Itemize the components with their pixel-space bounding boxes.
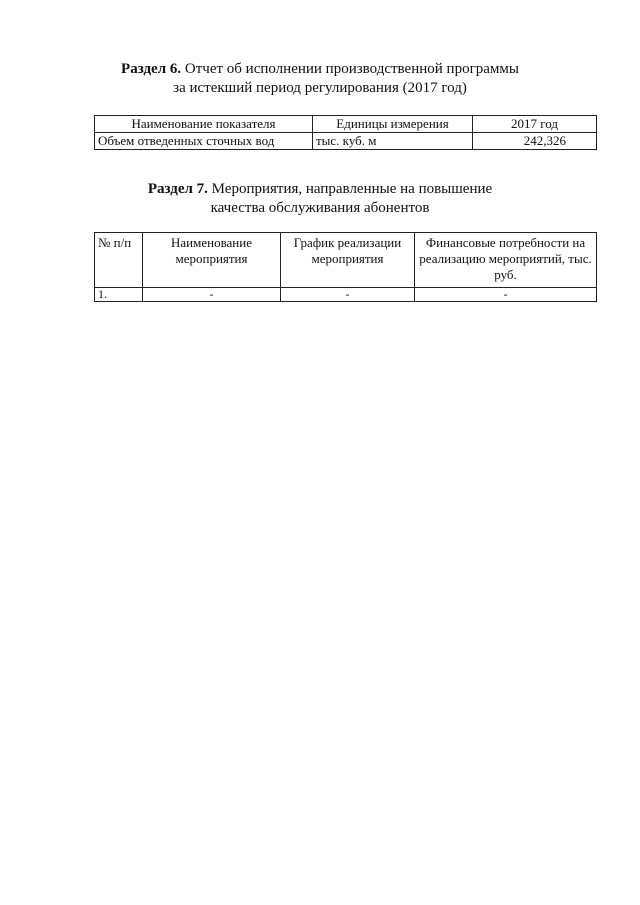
section-7-heading xyxy=(0,180,640,218)
table-header-row xyxy=(95,116,597,133)
table-row xyxy=(95,133,597,150)
section-7-title-line1 xyxy=(0,180,640,199)
section-7-label: Раздел 7. xyxy=(147,181,208,197)
section-6-heading xyxy=(0,60,640,98)
section-7-title-text: Мероприятия, направленные на повышение xyxy=(211,181,493,197)
table-cell: Объем отведенных сточных вод xyxy=(95,133,313,150)
column-header: Наименование показателя xyxy=(95,116,313,133)
table-cell: - xyxy=(415,288,597,302)
table-cell: - xyxy=(143,288,281,302)
section-6-title-line1 xyxy=(0,60,640,79)
table-cell: 242,326 xyxy=(473,133,597,150)
table-header-row xyxy=(95,233,597,288)
column-header: Наименование мероприятия xyxy=(143,233,281,288)
table-row xyxy=(95,288,597,302)
table-cell: - xyxy=(281,288,415,302)
section-7-title-line2: качества обслуживания абонентов xyxy=(210,200,430,216)
column-header: 2017 год xyxy=(473,116,597,133)
section-6-title-line2: за истекший период регулирования (2017 год) xyxy=(173,80,467,96)
column-header: График реализации мероприятия xyxy=(281,233,415,288)
section-6-label: Раздел 6. xyxy=(121,61,182,77)
table-cell: 1. xyxy=(95,288,143,302)
column-header: Единицы измерения xyxy=(313,116,473,133)
column-header: Финансовые потребности на реализацию мероприятий, тыс. руб. xyxy=(415,233,597,288)
section-6-table xyxy=(94,115,597,150)
section-6-title-text: Отчет об исполнении производственной программы xyxy=(184,61,519,77)
section-7-table xyxy=(94,232,597,302)
table-cell: тыс. куб. м xyxy=(313,133,473,150)
column-header: № п/п xyxy=(95,233,143,288)
